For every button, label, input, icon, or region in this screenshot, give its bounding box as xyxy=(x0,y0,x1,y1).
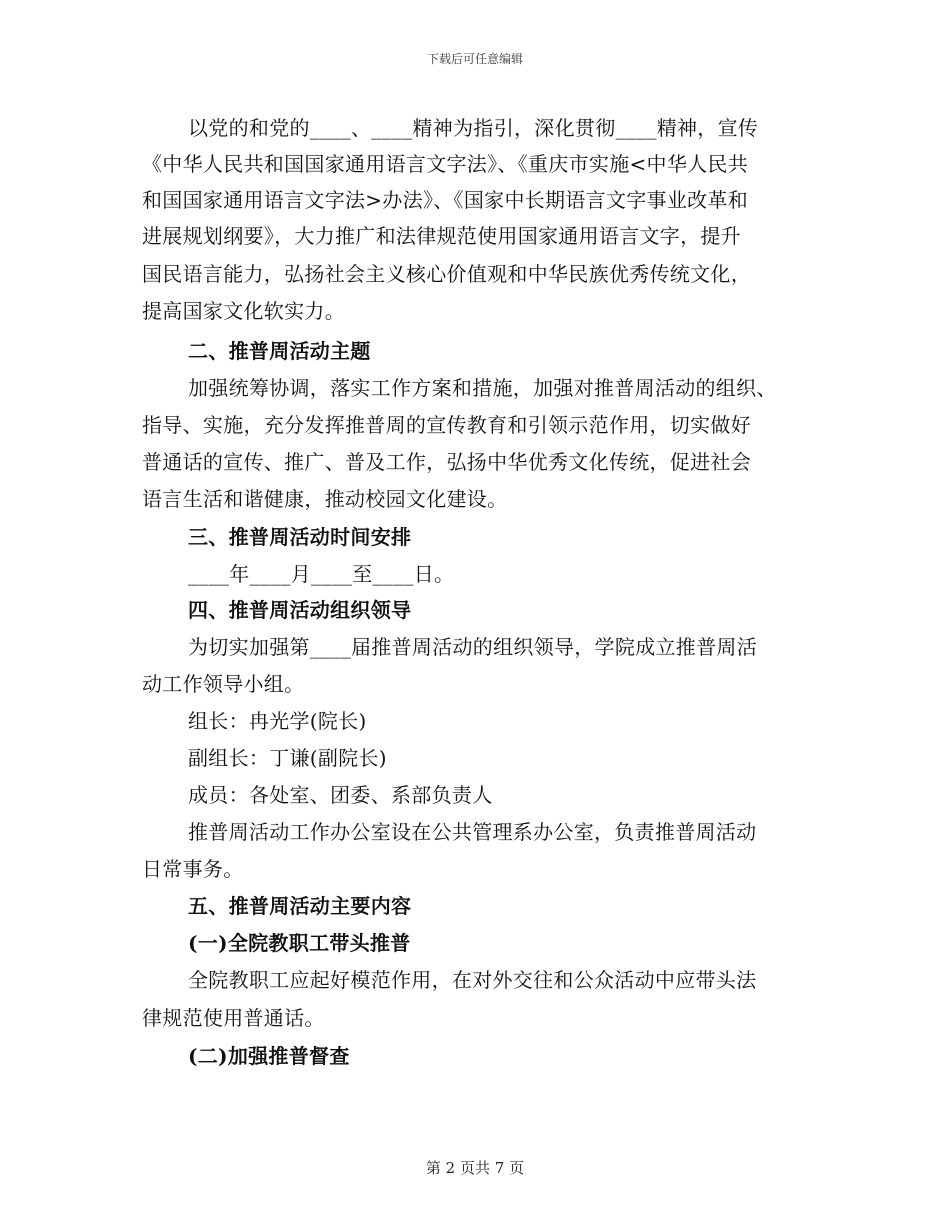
paragraph-line: 推普周活动工作办公室设在公共管理系办公室，负责推普周活动 xyxy=(188,820,757,844)
page-header: 下载后可任意编辑 xyxy=(426,52,523,66)
paragraph-line: 副组长：丁谦(副院长) xyxy=(188,746,387,770)
paragraph-line: 国民语言能力，弘扬社会主义核心价值观和中华民族优秀传统文化， xyxy=(142,262,751,286)
paragraph-line: 加强统筹协调，落实工作方案和措施，加强对推普周活动的组织、 xyxy=(188,376,777,400)
paragraph-line: 以党的和党的____、____精神为指引，深化贯彻____精神，宣传 xyxy=(188,116,759,140)
paragraph-line: 为切实加强第____届推普周活动的组织领导，学院成立推普周活 xyxy=(188,635,757,659)
paragraph-line: 和国国家通用语言文字法>办法》、《国家中长期语言文字事业改革和 xyxy=(142,188,749,212)
section-heading: 三、推普周活动时间安排 xyxy=(188,525,412,549)
paragraph-line: 提高国家文化软实力。 xyxy=(142,299,345,323)
section-heading: 二、推普周活动主题 xyxy=(188,339,371,363)
paragraph-line: 全院教职工应起好模范作用，在对外交往和公众活动中应带头法 xyxy=(188,968,757,992)
subsection-heading: (二)加强推普督查 xyxy=(188,1044,350,1068)
section-heading: 五、推普周活动主要内容 xyxy=(188,894,412,918)
paragraph-line: 普通话的宣传、推广、普及工作，弘扬中华优秀文化传统，促进社会 xyxy=(142,450,751,474)
paragraph-line: 指导、实施，充分发挥推普周的宣传教育和引领示范作用，切实做好 xyxy=(142,413,751,437)
paragraph-line: 律规范使用普通话。 xyxy=(142,1006,325,1030)
paragraph-line: 组长：冉光学(院长) xyxy=(188,709,367,733)
section-heading: 四、推普周活动组织领导 xyxy=(188,598,412,622)
paragraph-line: 进展规划纲要》，大力推广和法律规范使用国家通用语言文字，提升 xyxy=(142,224,741,248)
subsection-heading: (一)全院教职工带头推普 xyxy=(188,931,411,955)
paragraph-line: 动工作领导小组。 xyxy=(142,672,305,696)
paragraph-line: 日常事务。 xyxy=(142,857,244,881)
paragraph-line: 语言生活和谐健康，推动校园文化建设。 xyxy=(142,487,508,511)
paragraph-line: 成员：各处室、团委、系部负责人 xyxy=(188,783,493,807)
paragraph-line: 《中华人民共和国国家通用语言文字法》、《重庆市实施<中华人民共 xyxy=(142,152,749,176)
paragraph-line: ____年____月____至____日。 xyxy=(188,562,455,586)
page-footer: 第 2 页共 7 页 xyxy=(425,1159,525,1177)
